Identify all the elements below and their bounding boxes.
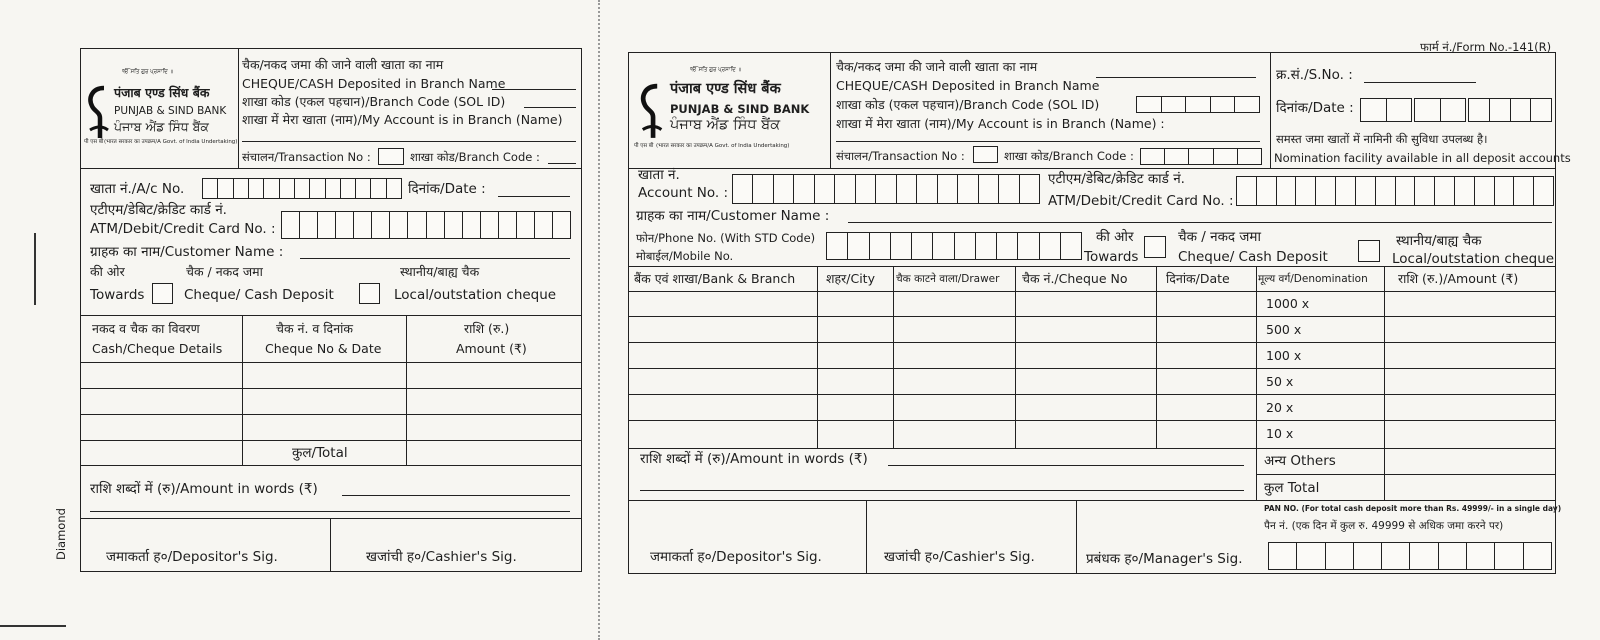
- cf-branch-code-label: शाखा कोड (एकल पहचान)/Branch Code (SOL ID): [242, 94, 506, 109]
- slip-local-en: Local/outstation cheque: [1392, 251, 1555, 267]
- bank-govt-note: (भारत सरकार का उपक्रम/A Govt. of India Undertaking): [104, 139, 238, 145]
- denom-50: 50 x: [1266, 374, 1294, 389]
- slip-towards-hi: की ओर: [1096, 229, 1134, 245]
- col-bank-branch: बैंक एवं शाखा/Bank & Branch: [634, 271, 796, 286]
- slip-others-label: अन्य Others: [1264, 453, 1336, 469]
- cf-customer-label: ग्राहक का नाम/Customer Name :: [90, 244, 284, 260]
- slip-my-account-field[interactable]: [836, 141, 1260, 142]
- cf-col1-en: Cash/Cheque Details: [92, 341, 223, 356]
- col-date: दिनांक/Date: [1166, 271, 1230, 286]
- bank-govt-note: (भारत सरकार का उपक्रम/A Govt. of India Undertaking): [656, 143, 790, 149]
- slip-atm-label: ATM/Debit/Credit Card No. :: [1048, 193, 1234, 209]
- bank-name-english: PUNJAB & SIND BANK: [114, 105, 227, 117]
- cf-branch-label-hi: चैक/नकद जमा की जाने वाली खाता का नाम: [242, 57, 444, 72]
- slip-words-label: राशि शब्दों में (रु)/Amount in words (₹): [640, 451, 868, 467]
- bank-name-punjabi: ਪੰਜਾਬ ਐਂਡ ਸਿੰਧ ਬੈਂਕ: [670, 117, 781, 133]
- col-amount: राशि (रु.)/Amount (₹): [1398, 271, 1519, 286]
- cf-words-field-2[interactable]: [90, 511, 570, 512]
- cf-ac-boxes[interactable]: [202, 178, 402, 199]
- bank-logo: [84, 56, 236, 166]
- slip-date-dd[interactable]: [1360, 98, 1412, 122]
- cf-customer-field[interactable]: [300, 258, 570, 259]
- pan-boxes[interactable]: [1268, 542, 1552, 570]
- cf-branch-name-label: CHEQUE/CASH Deposited in Branch Name: [242, 76, 506, 91]
- slip-local-hi: स्थानीय/बाह्य चैक: [1396, 233, 1482, 249]
- slip-mobile-label: मोबाईल/Mobile No.: [636, 249, 734, 263]
- slip-my-account-label: शाखा में मेरा खाता (नाम)/My Account is in Branch (Name) :: [836, 116, 1165, 131]
- perforation-line: [598, 0, 600, 640]
- slip-words-field-2[interactable]: [640, 490, 1244, 491]
- cf-my-account-field[interactable]: [242, 141, 576, 142]
- slip-atm-hi: एटीएम/डेबिट/क्रेडिट कार्ड नं.: [1048, 171, 1185, 187]
- edge-mark: [0, 625, 66, 627]
- bank-name-punjabi: ਪੰਜਾਬ ਐਂਡ ਸਿੰਧ ਬੈਂਕ: [114, 119, 209, 134]
- slip-nomination-hi: समस्त जमा खातों में नामिनी की सुविधा उपलब्ध है।: [1276, 132, 1488, 146]
- bank-motto: ੴ ਸਤਿ ਗੁਰ ਪ੍ਰਸਾਦਿ ॥: [122, 69, 174, 75]
- cf-txn-box[interactable]: [378, 148, 404, 165]
- cf-atm-label-hi: एटीएम/डेबिट/क्रेडिट कार्ड नं.: [90, 202, 227, 218]
- col-denomination: मूल्य वर्ग/Denomination: [1258, 273, 1368, 285]
- cf-branch-code-field[interactable]: [524, 107, 576, 108]
- bank-name-hindi: पंजाब एण्ड सिंध बैंक: [670, 81, 781, 97]
- slip-phone-boxes[interactable]: [826, 232, 1082, 260]
- slip-manager-sig: प्रबंधक ह०/Manager's Sig.: [1086, 551, 1243, 567]
- cf-date-label: दिनांक/Date :: [408, 181, 486, 197]
- slip-nomination-en: Nomination facility available in all deposit accounts: [1274, 151, 1571, 165]
- cf-cashier-sig: खजांची ह०/Cashier's Sig.: [366, 549, 517, 565]
- slip-customer-label: ग्राहक का नाम/Customer Name :: [636, 208, 830, 224]
- cf-branch-code2-field[interactable]: [548, 163, 576, 164]
- slip-towards-en: Towards: [1084, 249, 1139, 265]
- cf-cash-deposit-checkbox[interactable]: [152, 283, 173, 304]
- denom-100: 100 x: [1266, 348, 1302, 363]
- slip-words-field[interactable]: [888, 465, 1244, 466]
- khanda-icon: [84, 84, 112, 142]
- side-mark: Diamond: [54, 508, 68, 560]
- cf-cheque-hi: चैक / नकद जमा: [186, 264, 263, 279]
- bank-name-english: PUNJAB & SIND BANK: [670, 102, 810, 116]
- slip-cash-deposit-checkbox[interactable]: [1144, 236, 1166, 258]
- cf-atm-boxes[interactable]: [281, 211, 571, 239]
- khanda-icon: [636, 82, 666, 142]
- cf-col2-hi: चैक नं. व दिनांक: [276, 321, 353, 336]
- cf-local-cheque-checkbox[interactable]: [359, 283, 380, 304]
- slip-branch-code2-boxes[interactable]: [1140, 148, 1262, 165]
- slip-branch-name-label: CHEQUE/CASH Deposited in Branch Name: [836, 78, 1100, 93]
- slip-branch-label-hi: चैक/नकद जमा की जाने वाली खाता का नाम: [836, 59, 1038, 74]
- cf-local-hi: स्थानीय/बाह्य चैक: [400, 264, 480, 279]
- slip-branch-name-field[interactable]: [1096, 77, 1256, 78]
- cf-local-en: Local/outstation cheque: [394, 287, 557, 303]
- cf-words-label: राशि शब्दों में (रु)/Amount in words (₹): [90, 481, 318, 497]
- slip-sno-label: क्र.सं./S.No. :: [1276, 67, 1353, 83]
- slip-ac-hi: खाता नं.: [638, 167, 680, 183]
- pan-label-hi: पैन नं. (एक दिन में कुल रु. 49999 से अधिक जमा करने पर): [1264, 520, 1504, 532]
- bank-name-hindi: पंजाब एण्ड सिंध बैंक: [114, 85, 210, 100]
- slip-cheque-en: Cheque/ Cash Deposit: [1178, 249, 1328, 265]
- cf-total-label: कुल/Total: [292, 445, 348, 461]
- bank-footer-logo: पी एस बी: [84, 139, 104, 145]
- denom-500: 500 x: [1266, 322, 1302, 337]
- denom-10: 10 x: [1266, 426, 1294, 441]
- slip-ac-label: Account No. :: [638, 185, 729, 201]
- cf-branch-name-field[interactable]: [492, 89, 576, 90]
- col-drawer: चैक काटने वाला/Drawer: [896, 273, 1000, 285]
- cf-towards-en: Towards: [90, 287, 145, 303]
- bank-logo: [634, 60, 828, 166]
- cf-col3-hi: राशि (रु.): [464, 321, 510, 336]
- cf-txn-label: संचालन/Transaction No :: [242, 150, 371, 164]
- form-number: फार्म नं./Form No.-141(R): [1420, 40, 1552, 54]
- cf-branch-code2-label: शाखा कोड/Branch Code :: [410, 150, 540, 164]
- slip-atm-boxes[interactable]: [1236, 176, 1554, 206]
- cf-depositor-sig: जमाकर्ता ह०/Depositor's Sig.: [106, 549, 278, 565]
- slip-cashier-sig: खजांची ह०/Cashier's Sig.: [884, 549, 1035, 565]
- cf-date-field[interactable]: [498, 196, 570, 197]
- slip-date-yyyy[interactable]: [1468, 98, 1552, 122]
- bank-motto: ੴ ਸਤਿ ਗੁਰ ਪ੍ਰਸਾਦਿ ॥: [690, 67, 742, 73]
- cf-col1-hi: नकद व चैक का विवरण: [92, 321, 200, 336]
- slip-cheque-hi: चैक / नकद जमा: [1178, 229, 1261, 245]
- slip-branch-code-boxes[interactable]: [1136, 96, 1260, 113]
- slip-sno-field[interactable]: [1364, 82, 1476, 83]
- cf-cheque-en: Cheque/ Cash Deposit: [184, 287, 334, 303]
- slip-txn-box[interactable]: [973, 146, 998, 163]
- slip-customer-field[interactable]: [848, 222, 1552, 223]
- cf-col3-en: Amount (₹): [456, 341, 527, 356]
- denom-20: 20 x: [1266, 400, 1294, 415]
- col-city: शहर/City: [826, 271, 875, 286]
- slip-depositor-sig: जमाकर्ता ह०/Depositor's Sig.: [650, 549, 822, 565]
- slip-ac-boxes[interactable]: [732, 174, 1040, 204]
- slip-local-cheque-checkbox[interactable]: [1358, 240, 1380, 262]
- slip-date-label: दिनांक/Date :: [1276, 100, 1354, 116]
- bank-footer-logo: पी एस बी: [634, 143, 654, 149]
- slip-txn-label: संचालन/Transaction No :: [836, 149, 965, 163]
- slip-total-label: कुल Total: [1264, 480, 1320, 496]
- slip-branch-code-label: शाखा कोड (एकल पहचान)/Branch Code (SOL ID): [836, 97, 1100, 112]
- pan-label-en: PAN NO. (For total cash deposit more than Rs. 49999/- in a single day): [1264, 504, 1562, 513]
- cf-towards-hi: की ओर: [90, 264, 125, 279]
- denom-1000: 1000 x: [1266, 296, 1310, 311]
- slip-phone-label: फोन/Phone No. (With STD Code): [636, 231, 816, 245]
- edge-mark: [34, 233, 36, 305]
- cf-col2-en: Cheque No & Date: [265, 341, 382, 356]
- slip-branch-code2-label: शाखा कोड/Branch Code :: [1004, 149, 1134, 163]
- col-cheque-no: चैक नं./Cheque No: [1022, 271, 1128, 286]
- cf-atm-label: ATM/Debit/Credit Card No. :: [90, 221, 276, 237]
- cf-my-account-label: शाखा में मेरा खाता (नाम)/My Account is in Branch (Name): [242, 112, 563, 127]
- cf-words-field[interactable]: [342, 495, 570, 496]
- slip-date-mm[interactable]: [1414, 98, 1466, 122]
- cf-ac-label: खाता नं./A/c No.: [90, 181, 185, 197]
